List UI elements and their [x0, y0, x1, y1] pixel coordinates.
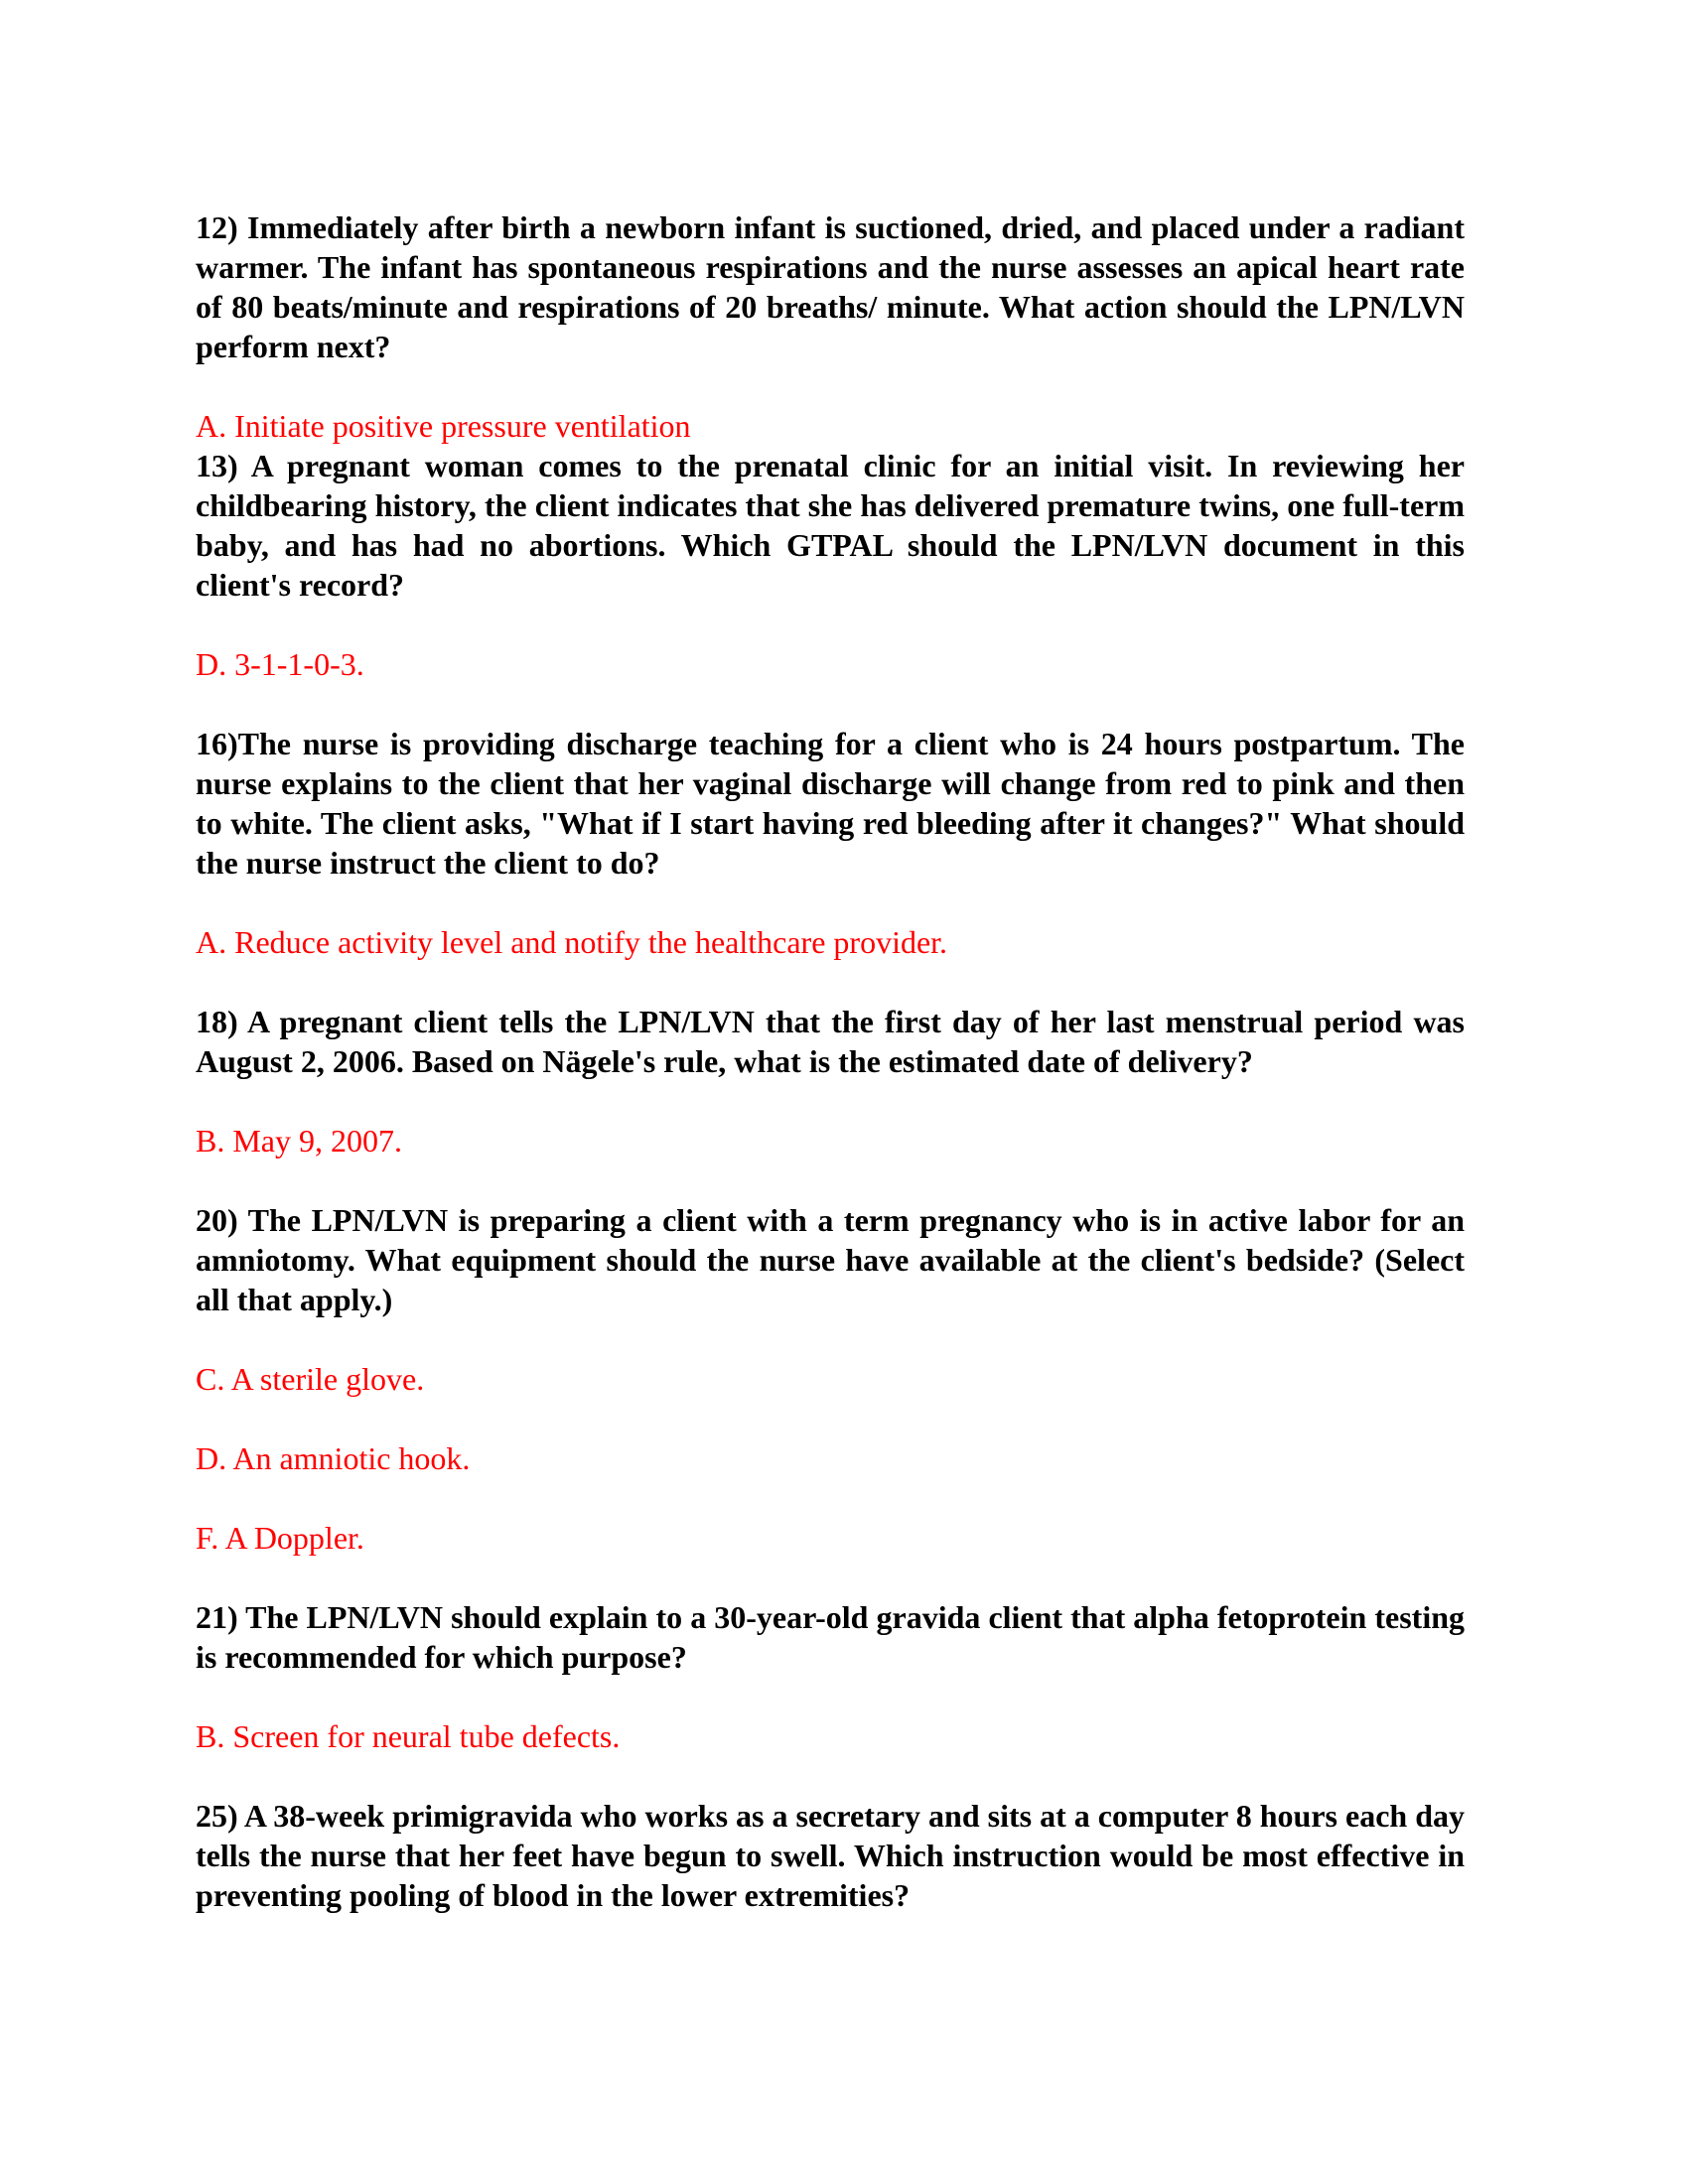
question-18: 18) A pregnant client tells the LPN/LVN that the first day of her last menstrual period was August 2, 2006. Based on Nägele's rule, what is the estimated date of delivery?: [196, 1004, 1465, 1079]
question-20: 20) The LPN/LVN is preparing a client with a term pregnancy who is in active labor for an amniotomy. What equipment should the nurse have available at the client's bedside? (Select all that apply.): [196, 1202, 1465, 1317]
answer-13-option-d: D. 3-1-1-0-3.: [196, 646, 364, 682]
answer-20-option-c: C. A sterile glove.: [196, 1361, 425, 1397]
answer-12-option-a: A. Initiate positive pressure ventilation: [196, 408, 691, 444]
question-21: 21) The LPN/LVN should explain to a 30-year-old gravida client that alpha fetoprotein testing is recommended for which purpose?: [196, 1599, 1465, 1675]
question-13: 13) A pregnant woman comes to the prenatal clinic for an initial visit. In reviewing her childbearing history, the client indicates that she has delivered premature twins, one full-term baby, and has had no abortions. Which GTPAL should the LPN/LVN document in this client's record?: [196, 448, 1465, 603]
question-16: 16)The nurse is providing discharge teaching for a client who is 24 hours postpartum. The nurse explains to the client that her vaginal discharge will change from red to pink and then to white. The client asks, "What if I start having red bleeding after it changes?" What should the nurse instruct the client to do?: [196, 726, 1465, 881]
answer-20-option-f: F. A Doppler.: [196, 1520, 364, 1556]
answer-16-option-a: A. Reduce activity level and notify the healthcare provider.: [196, 924, 948, 960]
answer-18-option-b: B. May 9, 2007.: [196, 1123, 402, 1159]
answer-21-option-b: B. Screen for neural tube defects.: [196, 1718, 621, 1754]
answer-20-option-d: D. An amniotic hook.: [196, 1440, 471, 1476]
document-page: [196, 207, 1465, 1955]
question-12: 12) Immediately after birth a newborn infant is suctioned, dried, and placed under a radiant warmer. The infant has spontaneous respirations and the nurse assesses an apical heart rate of 80 beats/minute and respirations of 20 breaths/ minute. What action should the LPN/LVN perform next?: [196, 209, 1465, 364]
question-25: 25) A 38-week primigravida who works as a secretary and sits at a computer 8 hours each day tells the nurse that her feet have begun to swell. Which instruction would be most effective in preventing pooling of blood in the lower extremities?: [196, 1798, 1465, 1913]
